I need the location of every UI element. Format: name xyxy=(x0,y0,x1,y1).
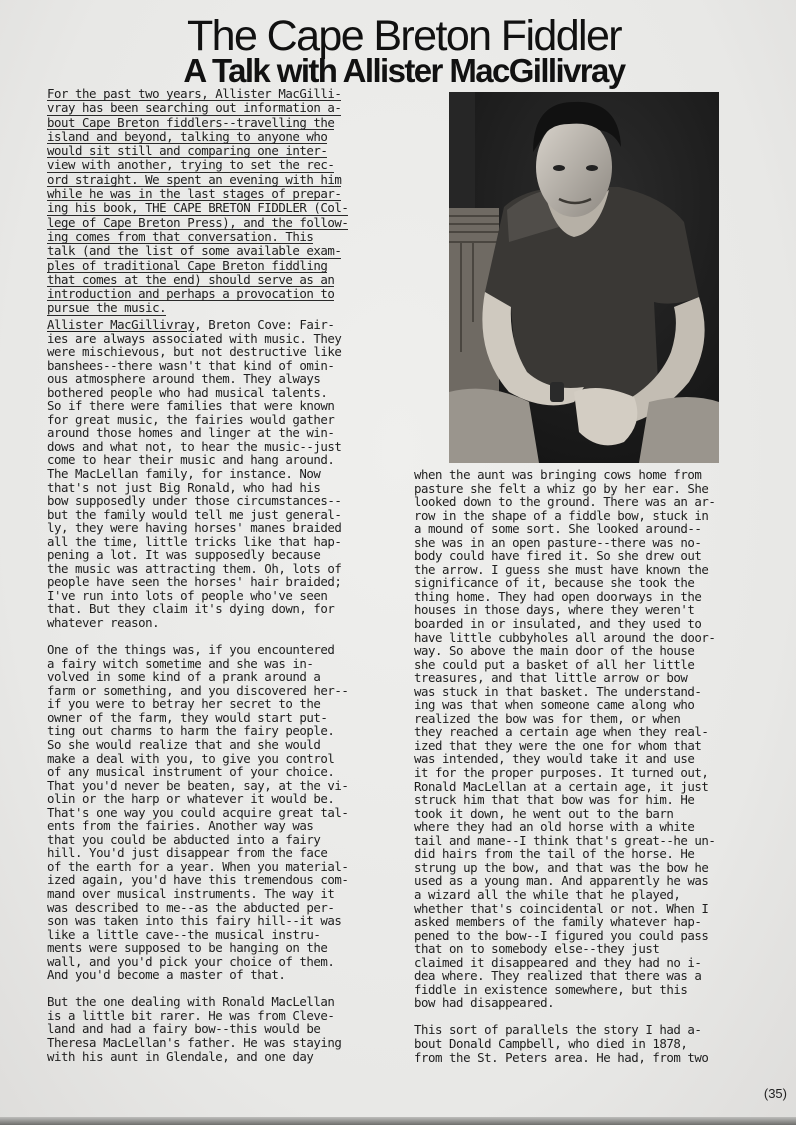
text-line: all the time, little tricks like that hap- xyxy=(47,533,342,549)
text-line: from the St. Peters area. He had, from two xyxy=(414,1049,709,1065)
paragraph xyxy=(47,318,348,630)
text-line: I've run into lots of people who've seen xyxy=(47,587,328,603)
photo-wall-panel xyxy=(449,92,475,212)
text-line: was intended, they would take it and use xyxy=(414,751,695,767)
text-line: bothered people who had musical talents. xyxy=(47,384,328,400)
text-line: ized that they were the one for whom that xyxy=(414,737,702,753)
text-line: the arrow. I guess she must have known the xyxy=(414,561,709,577)
text-line: people have seen the horses' hair braided; xyxy=(47,574,342,590)
speaker-name: Allister MacGillivray xyxy=(47,317,195,332)
text-line: whatever reason. xyxy=(47,615,160,631)
text-line: looked down to the ground. There was an ar- xyxy=(414,494,716,510)
text-line: make a deal with you, to give you control xyxy=(47,750,335,766)
intro-line: pursue the music. xyxy=(47,300,167,316)
text-line: This sort of parallels the story I had a- xyxy=(414,1022,702,1038)
text-line: farm or something, and you discovered her-- xyxy=(47,682,349,698)
text-line: That you'd never be beaten, say, at the vi- xyxy=(47,777,349,793)
intro-line: ord straight. We spent an evening with him xyxy=(47,171,342,187)
article-title: The Cape Breton Fiddler xyxy=(186,12,622,60)
text-line: mand over musical instruments. The way it xyxy=(47,885,335,901)
text-line: dea where. They realized that there was a xyxy=(414,968,702,984)
paragraph xyxy=(414,1023,715,1064)
article-subtitle: A Talk with Allister MacGillivray xyxy=(183,52,625,89)
intro-line: ing his book, THE CAPE BRETON FIDDLER (Col- xyxy=(47,200,349,216)
text-line: volved in some kind of a prank around a xyxy=(47,669,321,685)
text-line: olin or the harp or whatever it would be. xyxy=(47,791,335,807)
text-line: thing home. They had open doorways in the xyxy=(414,588,702,604)
text-line: bout Donald Campbell, who died in 1878, xyxy=(414,1035,688,1051)
text-line: dows and what not, to hear the music--just xyxy=(47,438,342,454)
text-line: come to hear their music and hang around. xyxy=(47,452,335,468)
text-line: strung up the bow, and that was the bow he xyxy=(414,859,709,875)
text-line: is a little bit rarer. He was from Cleve- xyxy=(47,1007,335,1023)
text-line: ized again, you'd have this tremendous com- xyxy=(47,872,349,888)
text-line: was described to me--as the abducted per- xyxy=(47,899,335,915)
text-line: pened to the bow--I figured you could pass xyxy=(414,927,709,943)
text-line: where they had an old horse with a white xyxy=(414,819,695,835)
intro-line: lege of Cape Breton Press), and the follow- xyxy=(47,214,349,230)
text-line: ly, they were having horses' manes braided xyxy=(47,520,342,536)
paragraph xyxy=(47,643,348,982)
text-line: have little cubbyholes all around the door- xyxy=(414,629,716,645)
text-line: used as a young man. And apparently he was xyxy=(414,873,709,889)
text-line: of the earth for a year. When you material- xyxy=(47,858,349,874)
text-line: she could put a basket of all her little xyxy=(414,656,695,672)
text-line: that you could be abducted into a fairy xyxy=(47,831,321,847)
text-line: it for the proper purposes. It turned out, xyxy=(414,765,709,781)
text-line: ous atmosphere around them. They always xyxy=(47,371,321,387)
intro-line: while he was in the last stages of prepar- xyxy=(47,186,342,202)
text-line: but the family would tell me just general- xyxy=(47,506,342,522)
text-line: row in the shape of a fiddle bow, stuck in xyxy=(414,507,709,523)
text-line: ting out charms to harm the fairy people. xyxy=(47,723,335,739)
text-line: Theresa MacLellan's father. He was staying xyxy=(47,1034,342,1050)
text-line: houses in those days, where they weren't xyxy=(414,602,695,618)
text-line: way. So above the main door of the house xyxy=(414,643,695,659)
intro-paragraph xyxy=(47,87,348,316)
intro-line: would sit still and comparing one inter- xyxy=(47,143,328,159)
article-left-column xyxy=(47,318,348,1077)
text-line: treasures, and that little arrow or bow xyxy=(414,670,688,686)
text-line: banshees--there wasn't that kind of omin- xyxy=(47,357,335,373)
text-line: took it down, he went out to the barn xyxy=(414,805,674,821)
text-line: around those homes and linger at the win- xyxy=(47,425,335,441)
intro-line: For the past two years, Allister MacGilli- xyxy=(47,86,342,101)
text-line: they reached a certain age when they real- xyxy=(414,724,709,740)
text-line: owner of the farm, they would start put- xyxy=(47,709,328,725)
text-line: pasture she felt a whiz go by her ear. She xyxy=(414,480,709,496)
portrait-image xyxy=(449,92,719,463)
intro-line: that comes at the end) should serve as an xyxy=(47,271,335,287)
text-line: boarded in or insulated, and they used to xyxy=(414,616,702,632)
text-line: fiddle in existence somewhere, but this xyxy=(414,981,688,997)
intro-line: introduction and perhaps a provocation to xyxy=(47,286,335,302)
text-line: a fairy witch sometime and she was in- xyxy=(47,655,314,671)
text-line: were mischievous, but not destructive like xyxy=(47,344,342,360)
text-line: So if there were families that were known xyxy=(47,398,335,414)
text-line: The MacLellan family, for instance. Now xyxy=(47,466,321,482)
text-line: ments were supposed to be hanging on the xyxy=(47,940,328,956)
page-number: (35) xyxy=(763,1086,787,1101)
portrait-photo xyxy=(449,92,719,463)
article-right-column xyxy=(414,468,715,1078)
text-line: tail and mane--I think that's great--he un- xyxy=(414,832,716,848)
text-line: ing was that when someone came along who xyxy=(414,697,695,713)
text-line: a wizard all the while that he played, xyxy=(414,886,681,902)
text-line: wall, and you'd pick your choice of them. xyxy=(47,953,335,969)
text-line: significance of it, because she took the xyxy=(414,575,695,591)
intro-line: bout Cape Breton fiddlers--travelling the xyxy=(47,114,335,130)
intro-line: talk (and the list of some available exam- xyxy=(47,243,342,259)
text-line: Ronald MacLellan at a certain age, it just xyxy=(414,778,709,794)
paragraph xyxy=(414,468,715,1010)
text-line: struck him that that bow was for him. He xyxy=(414,792,695,808)
text-line: asked members of the family whatever hap- xyxy=(414,914,702,930)
text-line: And you'd become a master of that. xyxy=(47,967,286,983)
text-line: That's one way you could acquire great tal- xyxy=(47,804,349,820)
text-line: bow had disappeared. xyxy=(414,995,555,1011)
paragraph xyxy=(47,995,348,1063)
text-line: But the one dealing with Ronald MacLellan xyxy=(47,994,335,1010)
text-line: whether that's coincidental or not. When I xyxy=(414,900,709,916)
intro-line: ing comes from that conversation. This xyxy=(47,228,314,244)
text-line: of any musical instrument of your choice. xyxy=(47,764,335,780)
text-line: So she would realize that and she would xyxy=(47,736,321,752)
text-line: ents from the fairies. Another way was xyxy=(47,818,314,834)
intro-line: view with another, trying to set the rec- xyxy=(47,157,335,173)
page-bottom-edge xyxy=(0,1117,796,1125)
text-line: One of the things was, if you encountered xyxy=(47,642,335,658)
text-line: like a little cave--the musical instru- xyxy=(47,926,321,942)
text-line: that. But they claim it's dying down, for xyxy=(47,601,335,617)
text-line: when the aunt was bringing cows home from xyxy=(414,467,702,482)
text-line: a mound of some sort. She looked around-- xyxy=(414,521,702,537)
text-line: son was taken into this fairy hill--it was xyxy=(47,913,342,929)
text-line: hill. You'd just disappear from the face xyxy=(47,845,328,861)
text-line: body could have fired it. So she drew out xyxy=(414,548,702,564)
text-line: pening a lot. It was supposedly because xyxy=(47,547,321,563)
text-line: that's not just Big Ronald, who had his xyxy=(47,479,321,495)
speaker-line-text: , Breton Cove: Fair- xyxy=(194,317,335,332)
text-line: bow supposedly under those circumstances-- xyxy=(47,493,342,509)
text-line: if you were to betray her secret to the xyxy=(47,696,321,712)
text-line: the music was attracting them. Oh, lots of xyxy=(47,560,342,576)
intro-line: vray has been searching out information a- xyxy=(47,100,342,116)
text-line: was stuck in that basket. The understand- xyxy=(414,683,702,699)
text-line: did hairs from the tail of the horse. He xyxy=(414,846,695,862)
text-line: that on to somebody else--they just xyxy=(414,941,660,957)
text-line: realized the bow was for them, or when xyxy=(414,710,681,726)
intro-line: island and beyond, talking to anyone who xyxy=(47,128,328,144)
text-line: claimed it disappeared and they had no i- xyxy=(414,954,702,970)
text-line: with his aunt in Glendale, and one day xyxy=(47,1048,314,1064)
text-line: for great music, the fairies would gather xyxy=(47,411,335,427)
text-line: land and had a fairy bow--this would be xyxy=(47,1021,321,1037)
wristwatch xyxy=(550,382,564,402)
text-line: ies are always associated with music. They xyxy=(47,330,342,346)
text-line: she was in an open pasture--there was no- xyxy=(414,534,702,550)
intro-line: ples of traditional Cape Breton fiddling xyxy=(47,257,328,273)
